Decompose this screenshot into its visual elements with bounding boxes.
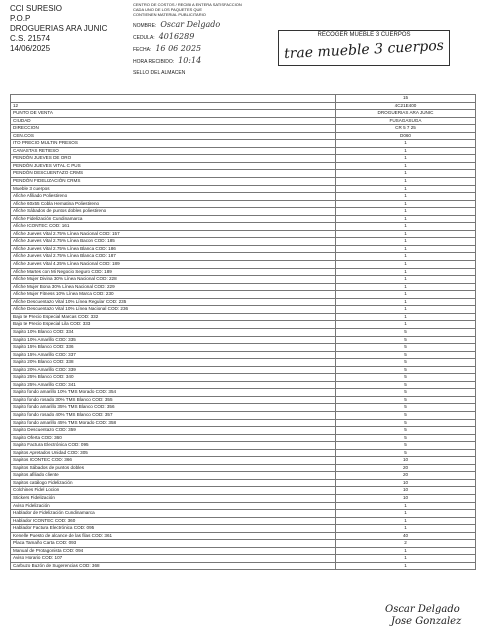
field-value: 4016289 bbox=[158, 32, 195, 41]
row-value: 1 bbox=[336, 245, 476, 253]
row-value: DROGUERIAS ARA JUNIC bbox=[336, 110, 476, 118]
table-row bbox=[11, 283, 476, 291]
row-value: 10 bbox=[336, 479, 476, 487]
field-label: CEDULA: bbox=[133, 35, 155, 41]
row-label: Sapitos Sábados de puntos dobles bbox=[11, 464, 336, 472]
header-line: DROGUERIAS ARA JUNIC bbox=[10, 24, 108, 33]
statement-line: CENTRO DE COSTOS / RECIBI A ENTERA SATISFACCION bbox=[133, 2, 242, 7]
table-row bbox=[11, 125, 476, 133]
row-value: 1 bbox=[336, 200, 476, 208]
table-row bbox=[11, 449, 476, 457]
table-row bbox=[11, 261, 476, 269]
table-row bbox=[11, 313, 476, 321]
table-row bbox=[11, 540, 476, 548]
materials-table-body bbox=[11, 95, 476, 570]
row-value: D060 bbox=[336, 132, 476, 140]
row-value: 5 bbox=[336, 328, 476, 336]
table-row bbox=[11, 510, 476, 518]
row-value: 20 bbox=[336, 464, 476, 472]
name-field bbox=[133, 20, 220, 29]
row-value: 5 bbox=[336, 366, 476, 374]
row-value: 1 bbox=[336, 155, 476, 163]
table-row bbox=[11, 102, 476, 110]
date-field bbox=[133, 44, 201, 53]
table-row bbox=[11, 472, 476, 480]
row-label: Hablador de Fidelización Cundinamarca bbox=[11, 510, 336, 518]
table-row bbox=[11, 245, 476, 253]
row-label: PENDÓN DESCUENTAZO CRMS bbox=[11, 170, 336, 178]
header-line: P.O.P bbox=[10, 14, 31, 23]
row-label: Stickers Fidelización bbox=[11, 494, 336, 502]
row-value: 5 bbox=[336, 449, 476, 457]
row-value: 1 bbox=[336, 517, 476, 525]
store-header bbox=[10, 4, 107, 54]
row-value: 1 bbox=[336, 502, 476, 510]
row-value: 10 bbox=[336, 494, 476, 502]
row-label: Sapito 10% Blanco COD: 334 bbox=[11, 328, 336, 336]
table-row bbox=[11, 140, 476, 148]
id-field bbox=[133, 32, 194, 41]
row-label: Sapito fondo amarillo 10% TMS Morado COD: 354 bbox=[11, 389, 336, 397]
table-row bbox=[11, 155, 476, 163]
table-row bbox=[11, 298, 476, 306]
row-label: Afiche Fidelización Cundinamarca bbox=[11, 215, 336, 223]
header-line: 14/06/2025 bbox=[10, 44, 51, 53]
table-row bbox=[11, 200, 476, 208]
row-value: 5 bbox=[336, 404, 476, 412]
table-row bbox=[11, 230, 476, 238]
table-row bbox=[11, 147, 476, 155]
signature bbox=[385, 604, 461, 628]
row-value: CR 5 7 25 bbox=[336, 125, 476, 133]
row-label: Sapitos afiliado cliente bbox=[11, 472, 336, 480]
row-label: PENDÓN JUEVES VITAL C PUS bbox=[11, 162, 336, 170]
table-row bbox=[11, 117, 476, 125]
table-row bbox=[11, 238, 476, 246]
table-row bbox=[11, 442, 476, 450]
table-row bbox=[11, 517, 476, 525]
header-line: CCI SURESIO bbox=[10, 4, 63, 13]
row-value: 1 bbox=[336, 313, 476, 321]
row-label: Afiche Sábados de puntos dobles poliestireno bbox=[11, 208, 336, 216]
row-label: Sapito 10% Amarillo COD: 335 bbox=[11, 336, 336, 344]
row-value: 4C21E400 bbox=[336, 102, 476, 110]
statement-line: CADA UNO DE LOS PAQUETES QUE bbox=[133, 7, 203, 12]
row-label: Placa Tamaño Carta COD: 093 bbox=[11, 540, 336, 548]
time-field bbox=[133, 56, 201, 65]
row-label: Sapito Oferta COD: 360 bbox=[11, 434, 336, 442]
row-value: 1 bbox=[336, 276, 476, 284]
table-row bbox=[11, 253, 476, 261]
row-label: 12 bbox=[11, 102, 336, 110]
row-value: 1 bbox=[336, 162, 476, 170]
row-value: 1 bbox=[336, 555, 476, 563]
row-value: 1 bbox=[336, 147, 476, 155]
row-label: Afiche Mujer Divina 30% Línea Nacional COD: 228 bbox=[11, 276, 336, 284]
row-label: Afiche 60x55 Cobla Hematina Poliestireno bbox=[11, 200, 336, 208]
row-label: Aviso Horario COD: 107 bbox=[11, 555, 336, 563]
table-row bbox=[11, 328, 476, 336]
row-label: Kenelle Puesto de alcance de las filas COD: 361 bbox=[11, 532, 336, 540]
row-label: PUNTO DE VENTA bbox=[11, 110, 336, 118]
table-row bbox=[11, 185, 476, 193]
row-value: 1 bbox=[336, 208, 476, 216]
table-row bbox=[11, 95, 476, 103]
row-value: 10 bbox=[336, 457, 476, 465]
row-value: 5 bbox=[336, 442, 476, 450]
row-value: FUSAGASUGA bbox=[336, 117, 476, 125]
row-label: Afiche Jueves Vital 2.75% Línea Blanca COD: 187 bbox=[11, 253, 336, 261]
row-value: 5 bbox=[336, 336, 476, 344]
table-row bbox=[11, 487, 476, 495]
row-label: Hablador Factura Electrónica COD: 095 bbox=[11, 525, 336, 533]
table-row bbox=[11, 215, 476, 223]
row-label: Bajo te Precio Especial Lila COD: 333 bbox=[11, 321, 336, 329]
row-value: 1 bbox=[336, 306, 476, 314]
table-row bbox=[11, 344, 476, 352]
row-label: Bajo te Precio Especial Marcas COD: 332 bbox=[11, 313, 336, 321]
row-label: Hablador ICONTEC COD: 360 bbox=[11, 517, 336, 525]
row-value: 5 bbox=[336, 351, 476, 359]
row-label: Sapito fondo amarillo 35% TMS Blanco COD: 356 bbox=[11, 404, 336, 412]
row-value: 1 bbox=[336, 268, 476, 276]
row-value: 1 bbox=[336, 562, 476, 570]
row-label: Afiche Afiliado Poliestireno bbox=[11, 193, 336, 201]
row-value: 40 bbox=[336, 532, 476, 540]
row-label: Afiche Jueves Vital 2.75% Línea Bacon COD: 185 bbox=[11, 238, 336, 246]
row-value: 1 bbox=[336, 238, 476, 246]
row-value: 1 bbox=[336, 215, 476, 223]
row-label: Afiche Mujer Bona 30% Línea Nacional COD: 229 bbox=[11, 283, 336, 291]
row-value: 1 bbox=[336, 178, 476, 186]
row-label: Sapito 20% Amarillo COD: 339 bbox=[11, 366, 336, 374]
row-value: 15 bbox=[336, 95, 476, 103]
row-label: Afiche Jueves Vital 2.75% Línea Blanca COD: 186 bbox=[11, 245, 336, 253]
table-row bbox=[11, 291, 476, 299]
row-label: CIUDAD bbox=[11, 117, 336, 125]
materials-table bbox=[10, 94, 476, 570]
table-row bbox=[11, 532, 476, 540]
field-value: 10:14 bbox=[178, 56, 202, 65]
table-row bbox=[11, 479, 476, 487]
row-label: Sapitos ICONTEC COD: 366 bbox=[11, 457, 336, 465]
row-value: 1 bbox=[336, 547, 476, 555]
row-label: Mueble 3 cuerpos bbox=[11, 185, 336, 193]
row-value: 1 bbox=[336, 223, 476, 231]
field-label: HORA RECIBIDO: bbox=[133, 59, 175, 65]
row-label: Sapito 25% Blanco COD: 340 bbox=[11, 374, 336, 382]
table-row bbox=[11, 464, 476, 472]
table-row bbox=[11, 381, 476, 389]
row-label: Sapito Factura Electrónica COD: 095 bbox=[11, 442, 336, 450]
row-value: 5 bbox=[336, 381, 476, 389]
receipt-statement bbox=[133, 2, 242, 17]
table-row bbox=[11, 208, 476, 216]
row-value: 1 bbox=[336, 298, 476, 306]
row-label: Afiche ICONTEC COD: 161 bbox=[11, 223, 336, 231]
row-label: Sapito 20% Blanco COD: 338 bbox=[11, 359, 336, 367]
pickup-box bbox=[278, 30, 450, 66]
table-row bbox=[11, 268, 476, 276]
table-row bbox=[11, 547, 476, 555]
row-value: 1 bbox=[336, 253, 476, 261]
table-row bbox=[11, 321, 476, 329]
row-label: Sapito Descuentazo COD: 359 bbox=[11, 427, 336, 435]
table-row bbox=[11, 223, 476, 231]
row-value: 1 bbox=[336, 193, 476, 201]
row-label: Afiche Mujer Fitness 10% Línea Marca COD: 230 bbox=[11, 291, 336, 299]
row-value: 5 bbox=[336, 374, 476, 382]
row-label: Sapito 15% Amarillo COD: 337 bbox=[11, 351, 336, 359]
row-value: 1 bbox=[336, 525, 476, 533]
table-row bbox=[11, 170, 476, 178]
table-row bbox=[11, 502, 476, 510]
table-row bbox=[11, 404, 476, 412]
row-label: Sapitos Apretados Unidad COD: 305 bbox=[11, 449, 336, 457]
header-line: C.S. 21574 bbox=[10, 34, 51, 43]
row-value: 1 bbox=[336, 321, 476, 329]
table-row bbox=[11, 306, 476, 314]
row-value: 20 bbox=[336, 472, 476, 480]
row-label: Manual de Protagonista COD: 094 bbox=[11, 547, 336, 555]
row-label: ITO PRECIO MULTIN PRESOS bbox=[11, 140, 336, 148]
table-row bbox=[11, 434, 476, 442]
row-value: 1 bbox=[336, 261, 476, 269]
table-row bbox=[11, 457, 476, 465]
row-value: 5 bbox=[336, 434, 476, 442]
signature-line: Jose Gonzalez bbox=[391, 616, 462, 627]
row-value: 1 bbox=[336, 140, 476, 148]
table-row bbox=[11, 276, 476, 284]
row-label: Sapito fondo rosado 40% TMS Blanco COD: 357 bbox=[11, 411, 336, 419]
row-value: 10 bbox=[336, 487, 476, 495]
row-label: PENDÓN FIDELIZACIÓN CRMS bbox=[11, 178, 336, 186]
row-value: 1 bbox=[336, 291, 476, 299]
row-label: CANASTAS RETIESO bbox=[11, 147, 336, 155]
row-label: Afiche Martes con Mi Negocio Seguro COD: 189 bbox=[11, 268, 336, 276]
row-value: 2 bbox=[336, 540, 476, 548]
table-row bbox=[11, 419, 476, 427]
pickup-handwriting: trae mueble 3 cuerpos bbox=[283, 37, 445, 63]
table-row bbox=[11, 555, 476, 563]
field-label: FECHA: bbox=[133, 47, 152, 53]
row-label: Carbuzo Buzón de Sugerencias COD: 368 bbox=[11, 562, 336, 570]
row-label: Sapitos catálogo Fidelización bbox=[11, 479, 336, 487]
table-row bbox=[11, 132, 476, 140]
table-row bbox=[11, 359, 476, 367]
table-row bbox=[11, 427, 476, 435]
pickup-title: RECOGER MUEBLE 3 CUERPOS bbox=[317, 32, 411, 38]
table-row bbox=[11, 351, 476, 359]
table-row bbox=[11, 178, 476, 186]
table-row bbox=[11, 525, 476, 533]
row-value: 1 bbox=[336, 185, 476, 193]
row-label: Sapito fondo amarillo 45% TMS Morado COD: 358 bbox=[11, 419, 336, 427]
table-row bbox=[11, 411, 476, 419]
row-label: Afiche Jueves Vital 2.75% Línea Nacional COD: 157 bbox=[11, 230, 336, 238]
table-row bbox=[11, 396, 476, 404]
row-label: Afiche Descuentazo Vital 10% Línea Nacional COD: 236 bbox=[11, 306, 336, 314]
row-label: Sapito 15% Blanco COD: 336 bbox=[11, 344, 336, 352]
table-row bbox=[11, 162, 476, 170]
table-row bbox=[11, 193, 476, 201]
row-value: 1 bbox=[336, 230, 476, 238]
row-label: Colchines Fidel Locion bbox=[11, 487, 336, 495]
row-label: CEN.COS bbox=[11, 132, 336, 140]
row-value: 1 bbox=[336, 170, 476, 178]
row-label: DIRECCION bbox=[11, 125, 336, 133]
table-row bbox=[11, 336, 476, 344]
row-value: 1 bbox=[336, 510, 476, 518]
row-label: Sapito 25% Amarillo COD: 341 bbox=[11, 381, 336, 389]
row-label: Aviso Fidelización bbox=[11, 502, 336, 510]
row-value: 1 bbox=[336, 283, 476, 291]
table-row bbox=[11, 110, 476, 118]
field-label: NOMBRE: bbox=[133, 23, 157, 29]
row-value: 5 bbox=[336, 419, 476, 427]
table-row bbox=[11, 494, 476, 502]
row-value: 5 bbox=[336, 344, 476, 352]
row-value: 5 bbox=[336, 411, 476, 419]
table-row bbox=[11, 562, 476, 570]
field-value: Oscar Delgado bbox=[160, 20, 221, 29]
row-label bbox=[11, 95, 336, 103]
statement-line: CONTIENEN MATERIAL PUBLICITARIO bbox=[133, 12, 206, 17]
row-value: 5 bbox=[336, 427, 476, 435]
table-row bbox=[11, 374, 476, 382]
row-value: 5 bbox=[336, 396, 476, 404]
field-value: 16 06 2025 bbox=[155, 44, 202, 53]
signature-line: Oscar Delgado bbox=[385, 604, 460, 615]
row-value: 5 bbox=[336, 359, 476, 367]
stamp-label: SELLO DEL ALMACEN bbox=[133, 70, 186, 76]
row-label: Afiche Jueves Vital 4.25% Línea Nacional COD: 189 bbox=[11, 261, 336, 269]
row-value: 5 bbox=[336, 389, 476, 397]
table-row bbox=[11, 366, 476, 374]
row-label: Sapito fondo rosado 30% TMS Blanco COD: 355 bbox=[11, 396, 336, 404]
row-label: Afiche Descuentazo Vital 10% Línea Regular COD: 235 bbox=[11, 298, 336, 306]
row-label: PENDÓN JUEVES DE ORO bbox=[11, 155, 336, 163]
table-row bbox=[11, 389, 476, 397]
